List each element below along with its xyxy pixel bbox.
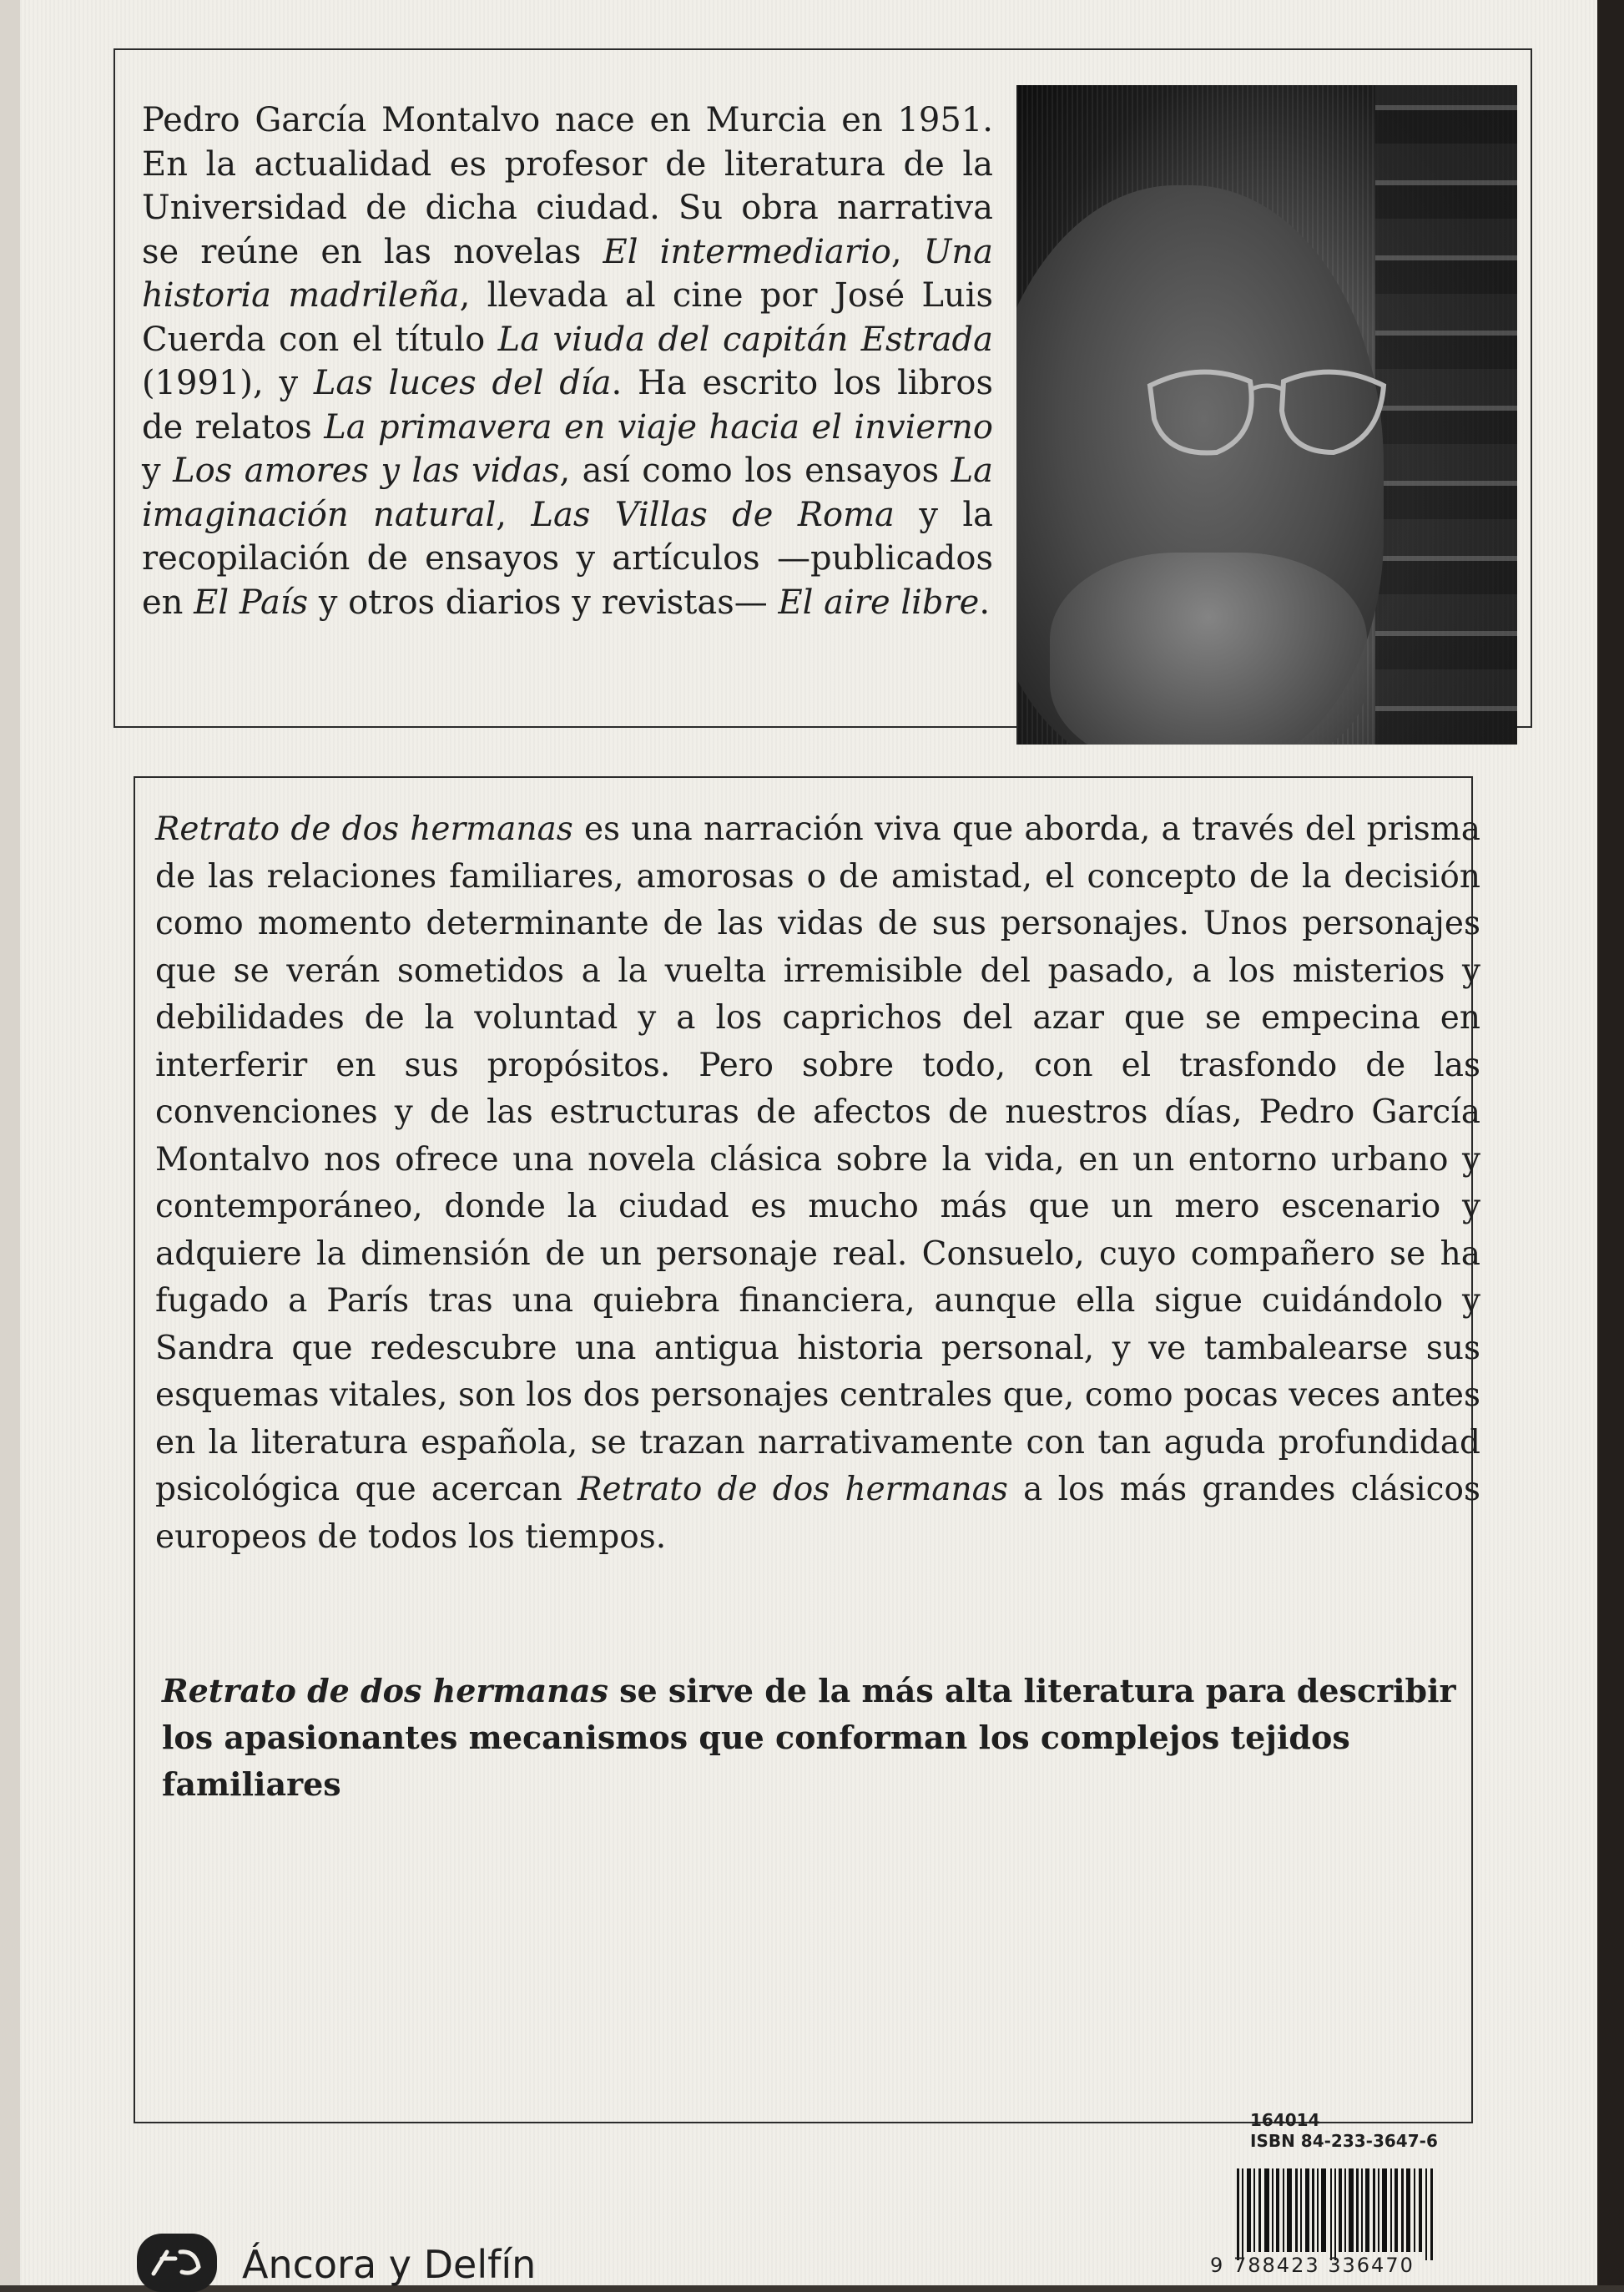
bio-segment: El intermediario bbox=[603, 232, 891, 271]
bio-segment: y la recopilación de ensayos y artículos —publicados en bbox=[142, 495, 993, 622]
tagline-segment: se sirve de la más alta literatura para describir los apasionantes mecanismos que conforman los complejos tejidos familiares bbox=[162, 1672, 1456, 1803]
barcode-icon bbox=[1237, 2168, 1437, 2260]
barcode-digits: 788423 336470 bbox=[1233, 2254, 1415, 2277]
barcode-prefix: 9 bbox=[1210, 2254, 1223, 2277]
bio-segment: y otros diarios y revistas— bbox=[308, 583, 779, 622]
bio-segment: La imaginación natural bbox=[142, 452, 994, 534]
glasses-icon bbox=[1142, 361, 1392, 461]
bio-segment: . bbox=[979, 583, 991, 622]
bio-segment: (1991), y bbox=[142, 364, 314, 402]
synopsis-segment: es una narración viva que aborda, a través del prisma de las relaciones familiares, amorosas o de amistad, el concepto de la decisión como momento determinante de las vidas de sus personajes. Unos personajes que se verán sometidos a la vuelta irremisible del pasado, a los misterios y debilidades de la voluntad y a los caprichos del azar que se empecina en interferir en sus propósitos. Pero sobre todo, con el trasfondo de las convenciones y de las estructuras de afectos de nuestros días, Pedro García Montalvo nos ofrece una novela clásica sobre la vida, en un entorno urbano y contemporáneo, donde la ciudad es mucho más que un mero escenario y adquiere la dimensión de un personaje real. Consuelo, cuyo compañero se ha fugado a París tras una quiebra financiera, aunque ella sigue cuidándolo y Sandra que redescubre una antigua historia personal, y ve tambalearse sus esquemas vitales, son los dos personajes centrales que, como pocas veces antes en la literatura española, se trazan narrativamente con tan aguda profundidad psicológica que acercan bbox=[155, 810, 1480, 1508]
author-bio-text bbox=[142, 98, 993, 624]
author-photo bbox=[1016, 85, 1517, 745]
tagline-segment: Retrato de dos hermanas bbox=[162, 1672, 608, 1709]
isbn-label: ISBN 84-233-3647-6 bbox=[1250, 2131, 1438, 2151]
bio-segment: El País bbox=[194, 583, 309, 622]
tagline-text bbox=[162, 1668, 1460, 1808]
bio-segment: La viuda del capitán Estrada bbox=[497, 320, 994, 359]
bio-segment: Pedro García Montalvo nace en Murcia en 1951. En la actualidad es profesor de literatura de la Universidad de dicha ciudad. Su obra narrativa se reúne en las novelas bbox=[142, 101, 993, 271]
anchor-dolphin-logo-icon bbox=[137, 2234, 217, 2292]
bio-segment: Las Villas de Roma bbox=[531, 495, 895, 534]
bio-segment: Una historia madrileña bbox=[142, 232, 993, 315]
publisher-name: Áncora y Delfín bbox=[242, 2242, 537, 2287]
bio-segment: , así como los ensayos bbox=[559, 452, 951, 490]
bio-segment: , bbox=[496, 495, 532, 534]
synopsis-segment: a los más grandes clásicos europeos de todos los tiempos. bbox=[155, 1471, 1480, 1556]
bio-segment: , bbox=[890, 232, 924, 271]
bio-segment: La primavera en viaje hacia el invierno bbox=[324, 407, 993, 447]
synopsis-text bbox=[155, 806, 1480, 1561]
bio-segment: El aire libre bbox=[778, 583, 980, 622]
synopsis-segment: Retrato de dos hermanas bbox=[155, 810, 573, 848]
bio-segment: y bbox=[142, 452, 174, 490]
bio-segment: , llevada al cine por José Luis Cuerda con el título bbox=[142, 276, 993, 359]
bio-segment: Las luces del día bbox=[313, 364, 612, 402]
bio-segment: Los amores y las vidas bbox=[173, 452, 560, 490]
bio-segment: . Ha escrito los libros de relatos bbox=[142, 364, 993, 447]
synopsis-segment: Retrato de dos hermanas bbox=[577, 1471, 1008, 1508]
product-code: 164014 bbox=[1250, 2110, 1320, 2130]
